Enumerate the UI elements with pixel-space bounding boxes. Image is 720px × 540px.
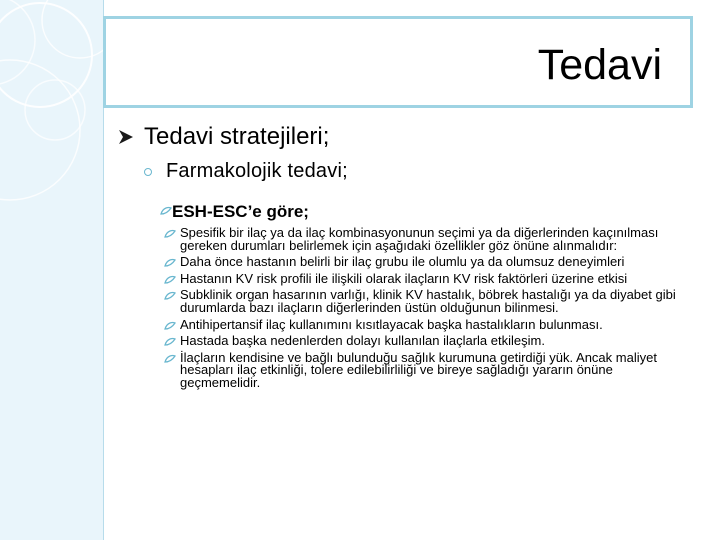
decorative-side-band [0,0,104,540]
leaf-bullet-icon [164,229,176,239]
arrow-bullet-icon [118,129,134,145]
list-item-text: İlaçların kendisine ve bağlı bulunduğu sağlık kurumuna getirdiği yük. Ancak maliyet hesapları ilaç etkinliği, tolere edilebilirliliği ve bireye sağladığı yararın önüne geçmemelidir. [180,349,657,390]
list-item [164,316,694,332]
list-item [164,256,694,269]
subheading-row [140,158,698,184]
heading-text: Tedavi stratejileri; [144,123,330,150]
list-item [164,270,694,286]
leaf-bullet-icon [164,291,176,301]
subsubheading-row [160,201,698,225]
list-item-text: Subklinik organ hasarının varlığı, klinik KV hastalık, böbrek hastalığı ya da diyabet gibi durumlarda bazı ilaçların diğerlerinden üstün olduğunun bilinmesi. [180,287,676,315]
list-item-text: Daha önce hastanın belirli bir ilaç grubu ile olumlu ya da olumsuz deneyimleri [180,254,625,270]
list-item [164,335,694,348]
subheading-text: Farmakolojik tedavi; [166,160,348,182]
list-item [164,289,694,314]
content-area [118,122,698,394]
leaf-bullet-icon [164,321,176,331]
list-item [164,227,694,252]
slide-title: Tedavi [537,41,662,89]
heading-row [118,122,698,152]
criteria-list [164,227,694,390]
list-item-text: Spesifik bir ilaç ya da ilaç kombinasyonunun seçimi ya da diğerlerinden kaçınılması gereken durumları belirlemek için aşağıdaki özellikler göz önüne alınmalıdır: [180,225,659,253]
subsubheading-text: ESH-ESC’e göre; [172,202,309,221]
list-item-text: Hastada başka nedenlerden dolayı kullanılan ilaçlarla etkileşim. [180,333,545,349]
leaf-bullet-icon [164,354,176,364]
ring-bullet-icon [144,168,152,176]
list-item-text: Hastanın KV risk profili ile ilişkili olarak ilaçların KV risk faktörleri üzerine etkisi [180,270,628,286]
list-item-text: Antihipertansif ilaç kullanımını kısıtlayacak başka hastalıkların bulunması. [180,316,603,332]
leaf-bullet-icon [164,258,176,268]
list-item [164,349,694,390]
leaf-bullet-icon [160,206,172,216]
leaf-bullet-icon [164,337,176,347]
title-box [103,16,693,108]
decorative-circles-icon [0,0,103,540]
leaf-bullet-icon [164,275,176,285]
